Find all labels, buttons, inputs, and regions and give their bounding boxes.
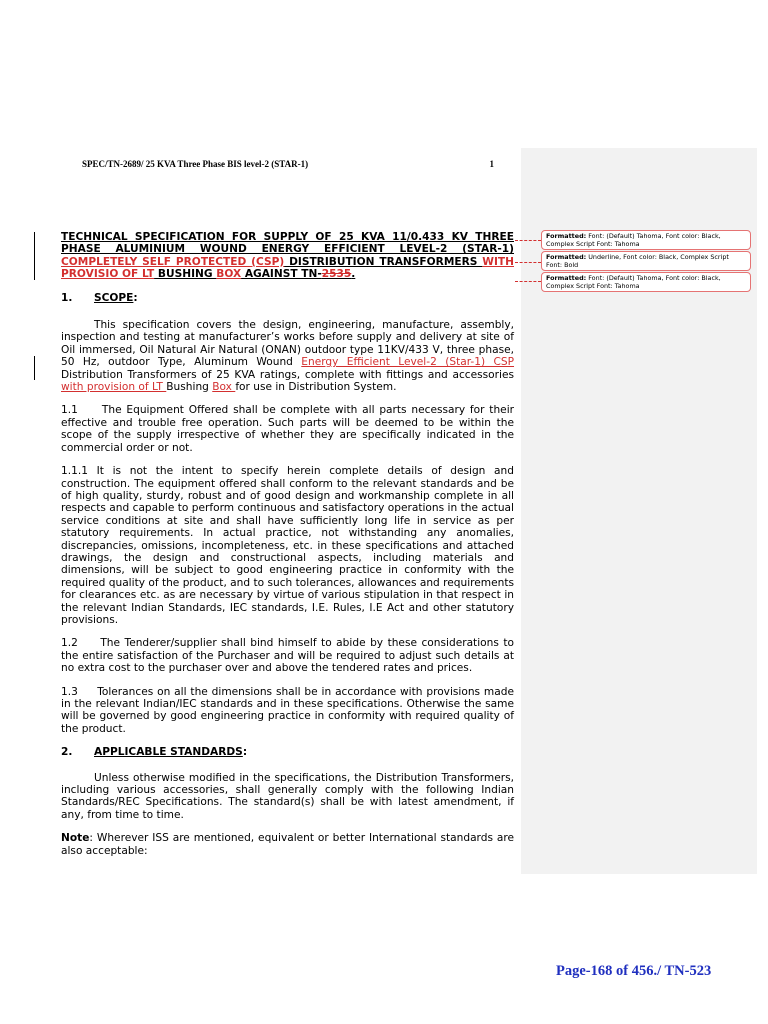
section-title: SCOPE [94,291,134,304]
inserted-text: with provision of LT [61,381,167,394]
clause-1-1-1: 1.1.1 It is not the intent to specify herein complete details of design and construction. The equipment offered shall conform to the relevant standards and be of high quality, sturdy, robust and of good design and workmanship complete in all respects and capable to perform continuous and satisfactory operations in the actual service conditions at site and shall have sufficiently long life in service as per statutory requirements. In actual practice, not withstanding any anomalies, discrepancies, omissions, incompleteness, etc. in these specifications and attached drawings, the design and constructional aspects, including materials and dimensions, will be subject to good engineering practice in conformity with the required quality of the product, and to such tolerances, allowances and requirements for clearances etc. as are necessary by virtue of various stipulation in that respect in the relevant Indian Standards, IEC standards, I.E. Rules, I.E Act and other statutory provisions. [61,465,515,626]
clause-1-2: 1.2 The Tenderer/supplier shall bind himself to abide by these considerations to the entire satisfaction of the Purchaser and will be required to adjust such details at no extra cost to the purchaser over and above the tendered rates and prices. [61,637,514,675]
clause-1-3: 1.3 Tolerances on all the dimensions shall be in accordance with provisions made in the relevant Indian/IEC standards and in these specifications. Otherwise the same will be governed by good engineering practice in conformity with required quality of the product. [61,685,514,735]
header-text: SPEC/TN-2689/ 25 KVA Three Phase BIS level-2 (STAR-1) [82,159,309,169]
inserted-text: Box [212,381,236,394]
comment-connector [515,262,541,263]
page-footer: Page-168 of 456./ TN-523 [556,963,712,979]
inserted-text: WITH PROVISIO OF LT [61,255,514,281]
scope-paragraph: This specification covers the design, engineering, manufacture, assembly, inspection and testing at manufacturer’s works before supply and delivery at site of Oil immersed, Oil Natural Air Natural (ONAN) outdoor type 11KV/433 V, three phase, 50 Hz, outdoor Type, Aluminum Wound Energy Efficient Level-2 (Star-1) CSP Distribution Transformers of 25 KVA ratings, complete with fittings and accessories with provision of LT Bushing Box for use in Distribution System. [61,319,515,394]
section-heading-standards: 2. APPLICABLE STANDARDS: [61,746,248,759]
document-title: TECHNICAL SPECIFICATION FOR SUPPLY OF 25 KVA 11/0.433 KV THREE PHASE ALUMINIUM WOUND ENERGY EFFICIENT LEVEL-2 (STAR-1) COMPLETELY SELF PROTECTED (CSP) DISTRIBUTION TRANSFORMERS WITH PROVISIO OF LT BUSHING BOX AGAINST TN-2535. [61,231,514,281]
comment-connector [515,281,541,282]
deleted-text: 2535 [321,268,352,281]
standards-paragraph: Unless otherwise modified in the specifications, the Distribution Transformers, including various accessories, shall generally comply with the following Indian Standards/REC Specifications. The standard(s) shall be with latest amendment, if any, from time to time. [61,771,514,821]
comment-balloon[interactable]: Formatted: Font: (Default) Tahoma, Font color: Black, Complex Script Font: Tahoma [541,230,751,250]
inserted-text: COMPLETELY SELF PROTECTED (CSP) [61,255,285,268]
section-heading-scope: 1. SCOPE: [61,291,138,304]
standards-note: Note: Wherever ISS are mentioned, equivalent or better International standards are also acceptable: [61,832,514,857]
document-body [61,231,514,857]
clause-1-1: 1.1 The Equipment Offered shall be complete with all parts necessary for their effective and trouble free operation. Such parts will be deemed to be within the scope of the supply irrespective of whether they are specifically indicated in the commercial order or not. [61,404,514,454]
change-bar-title [34,232,35,280]
inserted-text: BOX [216,268,242,281]
section-number: 1. [61,291,73,304]
comment-connector [515,240,541,241]
comment-balloon[interactable]: Formatted: Underline, Font color: Black, Complex Script Font: Bold [541,251,751,271]
change-bar-scope [34,356,35,380]
page-header [82,159,494,169]
inserted-text: Energy Efficient Level-2 (Star-1) CSP [301,356,515,369]
header-page-number: 1 [489,159,494,169]
section-number: 2. [61,746,73,759]
section-title: APPLICABLE STANDARDS [94,746,243,759]
note-label: Note [61,832,90,845]
comment-balloon[interactable]: Formatted: Font: (Default) Tahoma, Font color: Black, Complex Script Font: Tahoma [541,272,751,292]
